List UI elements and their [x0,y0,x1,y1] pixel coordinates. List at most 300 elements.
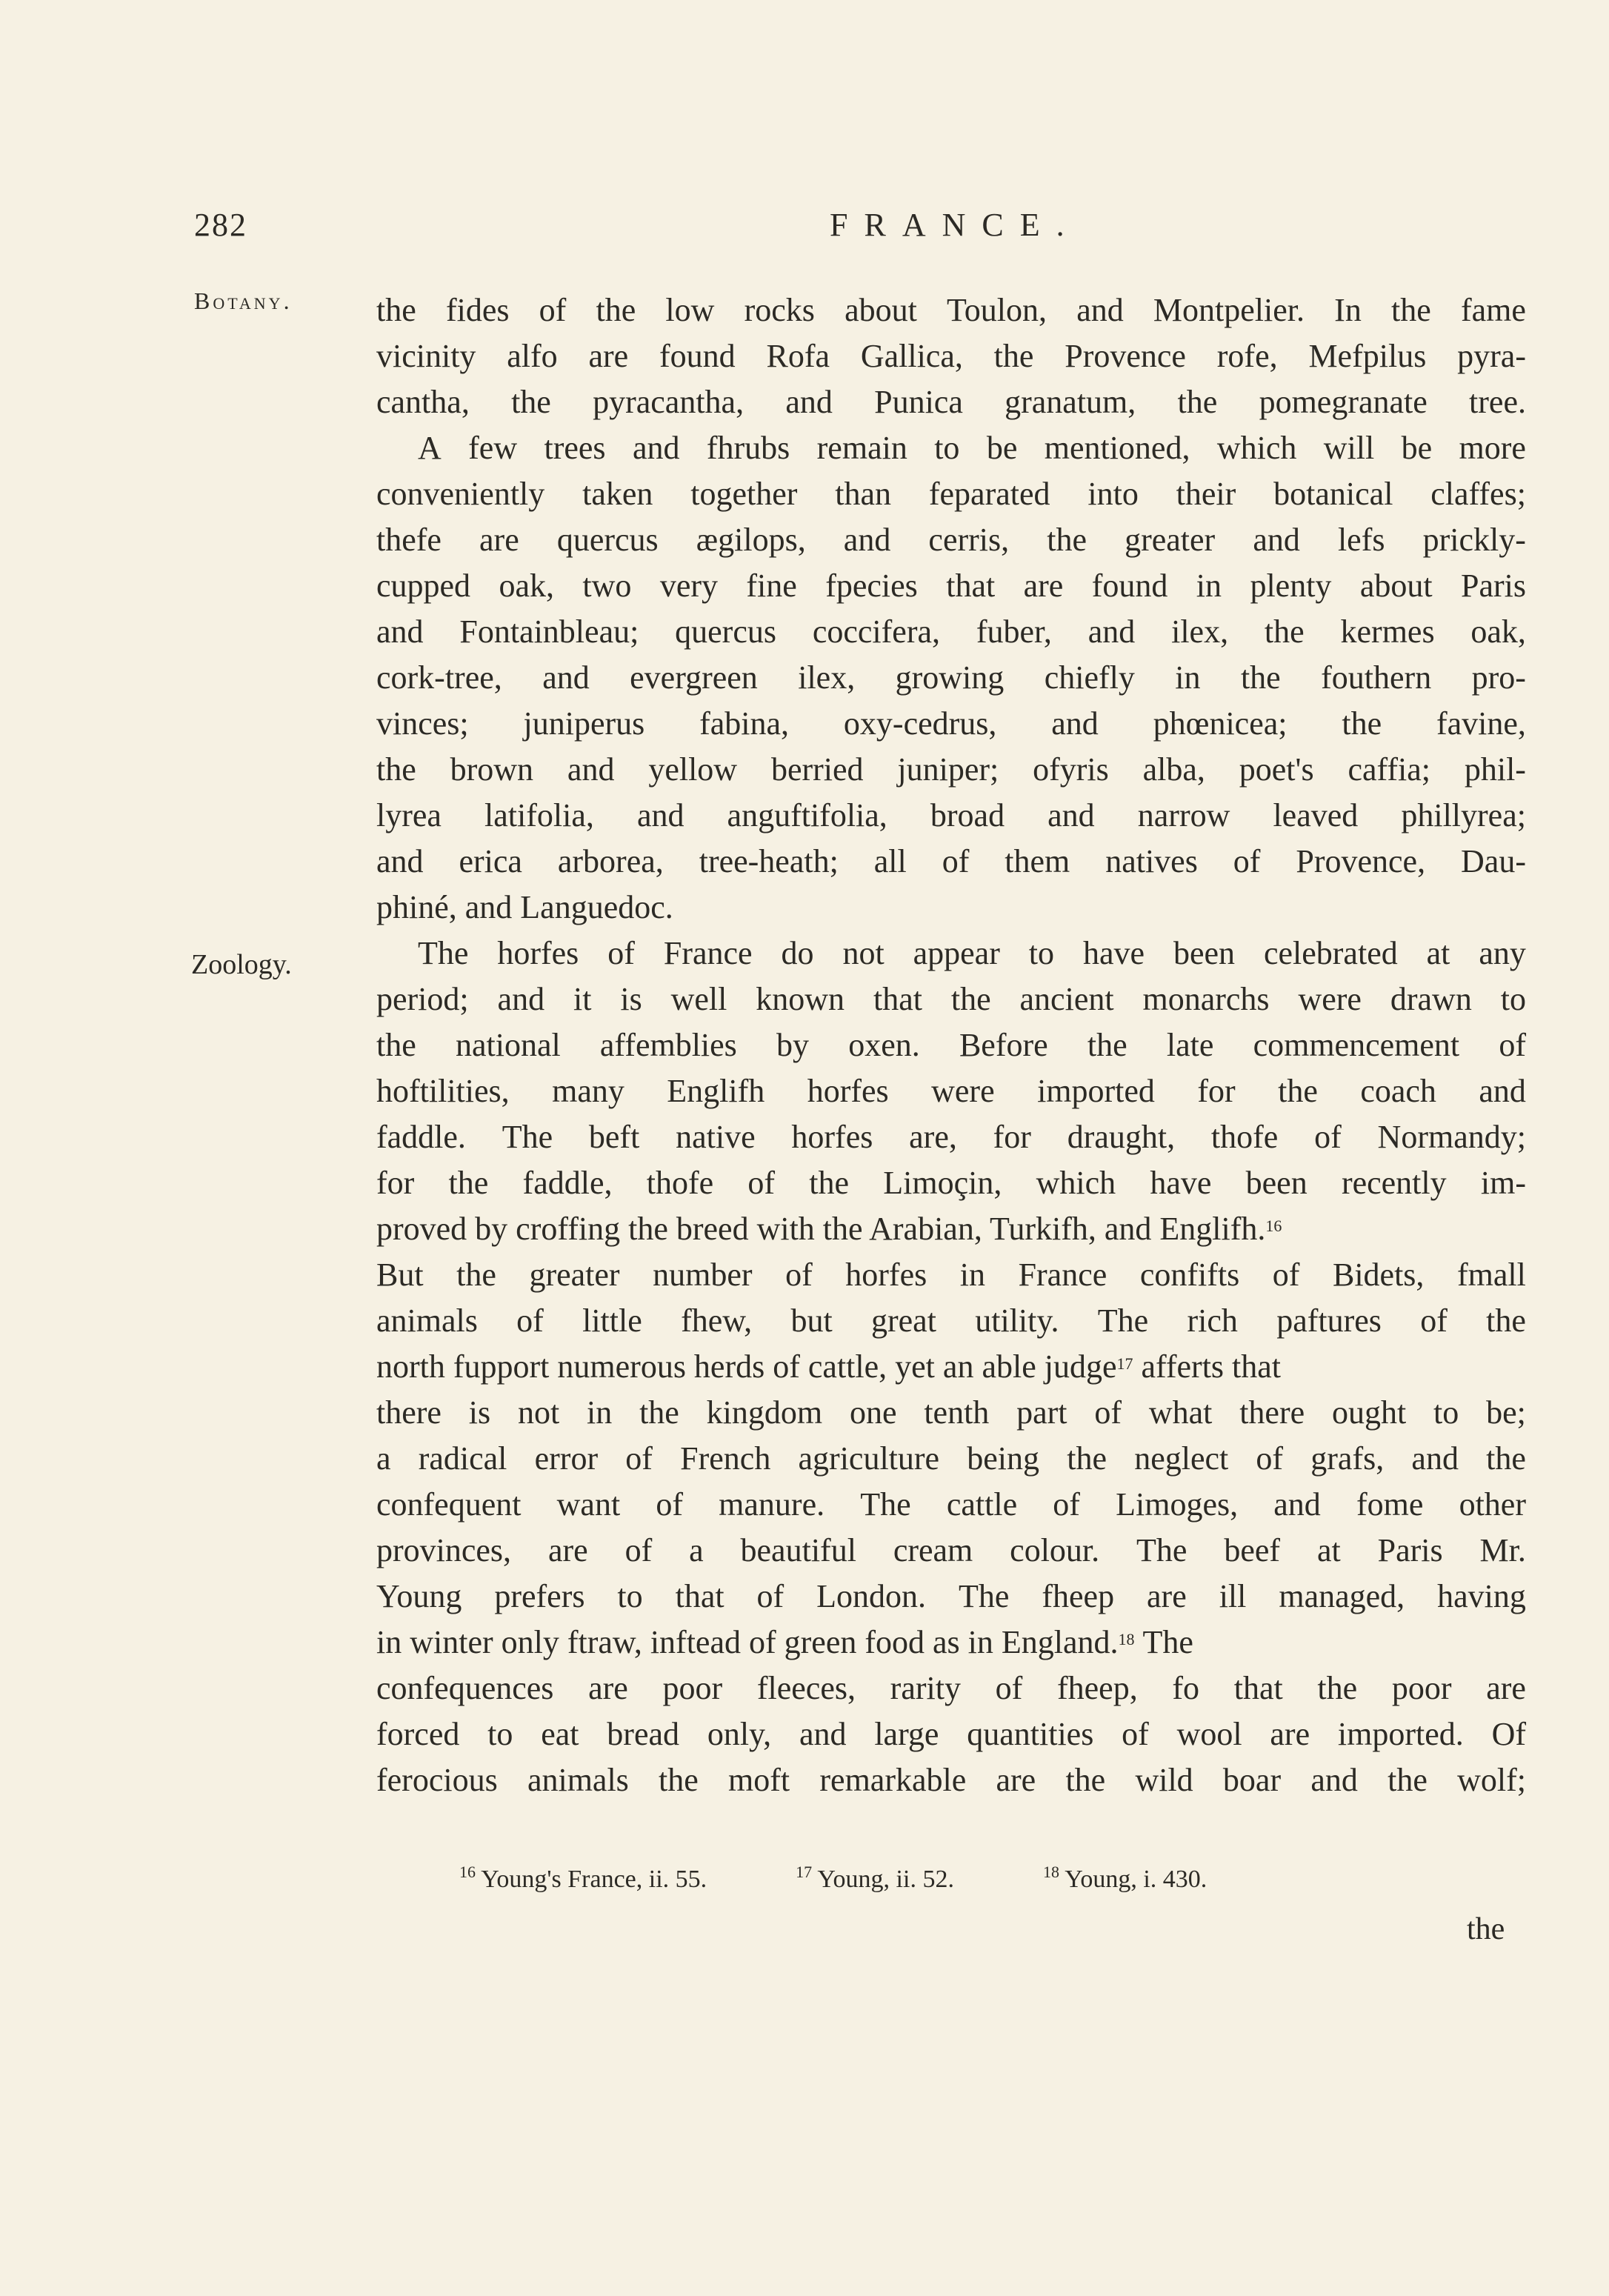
text-line [376,1482,1526,1528]
line-text: in winter only ftraw, inftead of green food as in England. [376,1624,1119,1660]
word: phillyrea; [1401,797,1526,833]
word: fleeces, [756,1670,856,1706]
word: one [849,1394,897,1431]
word: and [636,797,684,833]
word: thefe [376,522,442,558]
word: fuber, [976,613,1052,650]
word: fheep [1042,1578,1115,1614]
word: that [675,1578,724,1614]
word: Paris [1377,1532,1443,1568]
word: of [942,843,970,879]
word: faddle, [522,1165,613,1201]
word: poet's [1239,751,1314,788]
word: Fontainbleau; [459,613,639,650]
text-line [376,609,1526,655]
text-line [376,1344,1526,1390]
side-note-zoology: Zoology. [191,949,292,980]
word: by [776,1027,810,1063]
word: the [1047,522,1087,558]
word: for [993,1119,1031,1155]
word: phœnicea; [1153,705,1287,742]
word: coach [1360,1073,1436,1109]
word: utility. [975,1302,1059,1339]
word: of [1053,1486,1080,1523]
word: brown [450,751,534,788]
word: fhrubs [706,430,790,466]
text-line [376,425,1526,471]
word: ought [1331,1394,1407,1431]
word: caffia; [1348,751,1430,788]
word: not [842,935,885,971]
word: Paris [1461,568,1526,604]
text-line [376,563,1526,609]
text-line [376,1390,1526,1436]
word: vinces; [376,705,469,742]
word: juniperus [523,705,645,742]
word: fame [1460,292,1526,328]
word: Of [1491,1716,1526,1752]
word: celebrated [1263,935,1398,971]
word: leaved [1273,797,1359,833]
word: fides [445,292,510,328]
text-line [376,1298,1526,1344]
text-line [376,1528,1526,1574]
word: pomegranate [1259,384,1428,420]
word: chiefly [1044,659,1135,696]
word: pyracantha, [593,384,744,420]
word: rocks [744,292,815,328]
word: boar [1222,1762,1282,1798]
word: remarkable [819,1762,967,1798]
word: and [1047,797,1095,833]
word: moft [728,1762,790,1798]
word: mentioned, [1044,430,1190,466]
text-line [376,747,1526,793]
word: wool [1176,1716,1242,1752]
word: cream [893,1532,973,1568]
word: colour. [1010,1532,1100,1568]
word: claffes; [1430,476,1526,512]
word: beautiful [740,1532,856,1568]
word: anguftifolia, [727,797,887,833]
word: want [556,1486,621,1523]
word: what [1148,1394,1213,1431]
word: ofyris [1033,751,1109,788]
word: many [552,1073,624,1109]
word: confequent [376,1486,522,1523]
word: poor [1391,1670,1452,1706]
word: alba, [1142,751,1205,788]
word: and [1310,1762,1358,1798]
word: the [993,338,1034,374]
word: fine [746,568,797,604]
word: Dau- [1461,843,1526,879]
word: that [1233,1670,1283,1706]
word: which [1216,430,1297,466]
word: thofe [646,1165,714,1201]
word: In [1334,292,1362,328]
word: in [1196,568,1222,604]
word: Mr. [1479,1532,1526,1568]
word: favine, [1436,705,1526,742]
word: Provence [1065,338,1186,374]
word: of [607,935,635,971]
word: managed, [1279,1578,1405,1614]
word: French [680,1440,771,1477]
word: fheep, [1057,1670,1138,1706]
word: juniper; [897,751,999,788]
word: The [860,1486,911,1523]
word: have [1082,935,1145,971]
word: of [1272,1257,1300,1293]
word: horfes [807,1073,889,1109]
word: having [1437,1578,1526,1614]
word: horfes [791,1119,873,1155]
word: the [376,751,416,788]
text-line [376,471,1526,517]
word: lefs [1337,522,1385,558]
word: and [567,751,615,788]
word: more [1459,430,1526,466]
footnote [796,1863,954,1894]
word: the [1342,705,1382,742]
word: radical [418,1440,507,1477]
line-text: The [1142,1624,1193,1660]
footnote-ref: 17 [1116,1354,1133,1373]
footnote-mark: 16 [459,1863,476,1881]
word: Normandy; [1377,1119,1526,1155]
text-line [376,287,1526,333]
word: of [656,1486,683,1523]
word: ill [1219,1578,1247,1614]
word: and [1411,1440,1459,1477]
word: which [1036,1165,1116,1201]
word: the [511,384,551,420]
text-line [376,793,1526,839]
word: animals [376,1302,478,1339]
word: remain [816,430,907,466]
word: the [456,1257,496,1293]
word: oxen. [848,1027,920,1063]
word: two [582,568,632,604]
word: will [1323,430,1375,466]
word: imported [1037,1073,1155,1109]
word: confequences [376,1670,554,1706]
word: confifts [1139,1257,1240,1293]
word: found [659,338,736,374]
word: but [790,1302,833,1339]
line-text: proved by croffing the breed with the Arabian, Turkifh, and Englifh. [376,1211,1266,1247]
word: beef [1224,1532,1281,1568]
word: are [1486,1670,1526,1706]
word: and [542,659,590,696]
word: ilex, [798,659,856,696]
word: of [1122,1716,1149,1752]
word: the [1278,1073,1318,1109]
text-line: phiné, and Languedoc. [376,889,673,925]
word: rich [1187,1302,1238,1339]
word: France [663,935,753,971]
word: yellow [648,751,738,788]
word: manure. [719,1486,825,1523]
word: botanical [1273,476,1393,512]
word: conveniently [376,476,545,512]
word: growing [895,659,1005,696]
word: paftures [1276,1302,1382,1339]
word: of [625,1440,653,1477]
word: Punica [874,384,963,420]
word: national [455,1027,561,1063]
word: few [468,430,518,466]
text-line [376,1068,1526,1114]
word: known [756,981,845,1017]
word: and [1273,1486,1321,1523]
word: berried [770,751,864,788]
word: thofe [1210,1119,1279,1155]
word: Limoges, [1116,1486,1239,1523]
word: horfes [497,935,579,971]
word: wild [1135,1762,1193,1798]
word: tree-heath; [699,843,839,879]
word: and [1076,292,1124,328]
text-line [376,1022,1526,1068]
word: into [1087,476,1139,512]
word: tree. [1469,384,1526,420]
word: greater [1125,522,1216,558]
word: neglect [1134,1440,1229,1477]
word: the [448,1165,489,1201]
word: evergreen [630,659,758,696]
footnote-text: Young, i. 430. [1065,1866,1207,1893]
word: agriculture [798,1440,940,1477]
word: been [1173,935,1236,971]
text-line [376,517,1526,563]
word: it [573,981,592,1017]
word: of [756,1578,784,1614]
word: are [588,1670,628,1706]
word: affemblies [599,1027,737,1063]
text-line [376,333,1526,379]
word: rofe, [1216,338,1278,374]
word: to [1028,935,1055,971]
footnote [1042,1863,1207,1894]
word: part [1016,1394,1067,1431]
word: coccifera, [812,613,941,650]
word: were [1298,981,1362,1017]
word: and [632,430,680,466]
word: the [1317,1670,1358,1706]
word: cattle [946,1486,1018,1523]
word: The [502,1119,553,1155]
word: London. [816,1578,927,1614]
word: prickly- [1422,522,1526,558]
text-line [376,1436,1526,1482]
word: the [1391,292,1431,328]
word: a [689,1532,704,1568]
word: oak, [1470,613,1526,650]
word: The [959,1578,1010,1614]
word: imported. [1337,1716,1464,1752]
word: large [874,1716,939,1752]
word: the [1240,659,1281,696]
word: were [931,1073,995,1109]
word: forced [376,1716,460,1752]
word: fmall [1456,1257,1526,1293]
word: prefers [494,1578,585,1614]
word: natives [1105,843,1198,879]
word: beft [588,1119,640,1155]
word: than [835,476,892,512]
word: But [376,1257,424,1293]
word: Rofa [766,338,830,374]
word: the [1264,613,1305,650]
word: very [659,568,718,604]
word: narrow [1137,797,1230,833]
word: horfes [845,1257,927,1293]
word: ferocious [376,1762,498,1798]
word: little [582,1302,642,1339]
word: the [1486,1302,1526,1339]
word: broad [930,797,1005,833]
word: commencement [1253,1027,1460,1063]
word: of [747,1165,776,1201]
word: taken [582,476,653,512]
word: to [1500,981,1526,1017]
word: fo [1172,1670,1200,1706]
word: fabina, [699,705,790,742]
word: trees [544,430,606,466]
word: of [1314,1119,1342,1155]
word: to [1433,1394,1459,1431]
word: found [1091,568,1168,604]
footnote-text: Young's France, ii. 55. [481,1866,707,1893]
word: Limoçin, [883,1165,1002,1201]
word: im- [1480,1165,1526,1201]
word: to [617,1578,643,1614]
word: been [1245,1165,1307,1201]
word: granatum, [1005,384,1136,420]
text-line [376,1666,1526,1711]
word: France [1018,1257,1107,1293]
word: hoftilities, [376,1073,510,1109]
word: fhew, [681,1302,753,1339]
word: together [690,476,798,512]
footnote-ref: 16 [1265,1217,1282,1235]
word: are, [909,1119,957,1155]
word: them [1005,843,1070,879]
text-line [376,1574,1526,1620]
word: is [620,981,642,1017]
word: at [1316,1532,1341,1568]
word: latifolia, [484,797,594,833]
word: the [1486,1440,1526,1477]
word: faddle. [376,1119,466,1155]
word: kingdom [706,1394,823,1431]
word: late [1166,1027,1214,1063]
page-number: 282 [194,207,247,243]
word: about [1359,568,1433,604]
word: lyrea [376,797,442,833]
word: do [781,935,814,971]
footnote-mark: 17 [796,1863,813,1881]
word: A [418,430,442,466]
word: tenth [924,1394,990,1431]
word: and [785,384,833,420]
text-line [376,655,1526,701]
text-line [376,1757,1526,1803]
word: erica [459,843,522,879]
word: the [1065,1762,1106,1798]
word: and [1051,705,1099,742]
footnotes [459,1863,1422,1894]
word: error [534,1440,599,1477]
word: the [1388,1762,1428,1798]
text-line [376,1114,1526,1160]
word: provinces, [376,1532,512,1568]
text-line [376,1620,1526,1666]
word: of [785,1257,813,1293]
word: oxy-cedrus, [843,705,997,742]
word: ancient [1019,981,1114,1017]
word: are [479,522,519,558]
word: Montpelier. [1153,292,1305,328]
text-line [376,976,1526,1022]
word: Gallica, [860,338,963,374]
word: cupped [376,568,471,604]
word: are [1270,1716,1310,1752]
text-line [376,379,1526,425]
text-line [376,1160,1526,1206]
word: to [487,1716,513,1752]
word: that [873,981,922,1017]
word: and [376,843,424,879]
word: have [1150,1165,1212,1201]
word: quantities [967,1716,1094,1752]
word: of [539,292,567,328]
word: poor [662,1670,723,1706]
word: draught, [1067,1119,1176,1155]
word: The [1136,1532,1187,1568]
word: wolf; [1457,1762,1526,1798]
word: oak, [499,568,554,604]
word: of [1256,1440,1284,1477]
word: arborea, [557,843,664,879]
word: fouthern [1321,659,1432,696]
word: well [670,981,727,1017]
word: the [1087,1027,1127,1063]
word: the [1177,384,1218,420]
catchword: the [1467,1912,1505,1946]
word: vicinity [376,338,476,374]
word: and [1087,613,1136,650]
word: quercus [556,522,659,558]
footnote-text: Young, ii. 52. [817,1866,954,1893]
word: drawn [1390,981,1472,1017]
word: low [665,292,715,328]
word: in [587,1394,613,1431]
text-line [376,839,1526,885]
word: other [1459,1486,1526,1523]
word: are [1023,568,1064,604]
word: to [934,430,960,466]
word: the [596,292,636,328]
word: and [1253,522,1300,558]
word: of [516,1302,544,1339]
word: and [843,522,891,558]
line-text: north fupport numerous herds of cattle, yet an able judge [376,1348,1117,1385]
word: cantha, [376,384,470,420]
word: at [1426,935,1450,971]
